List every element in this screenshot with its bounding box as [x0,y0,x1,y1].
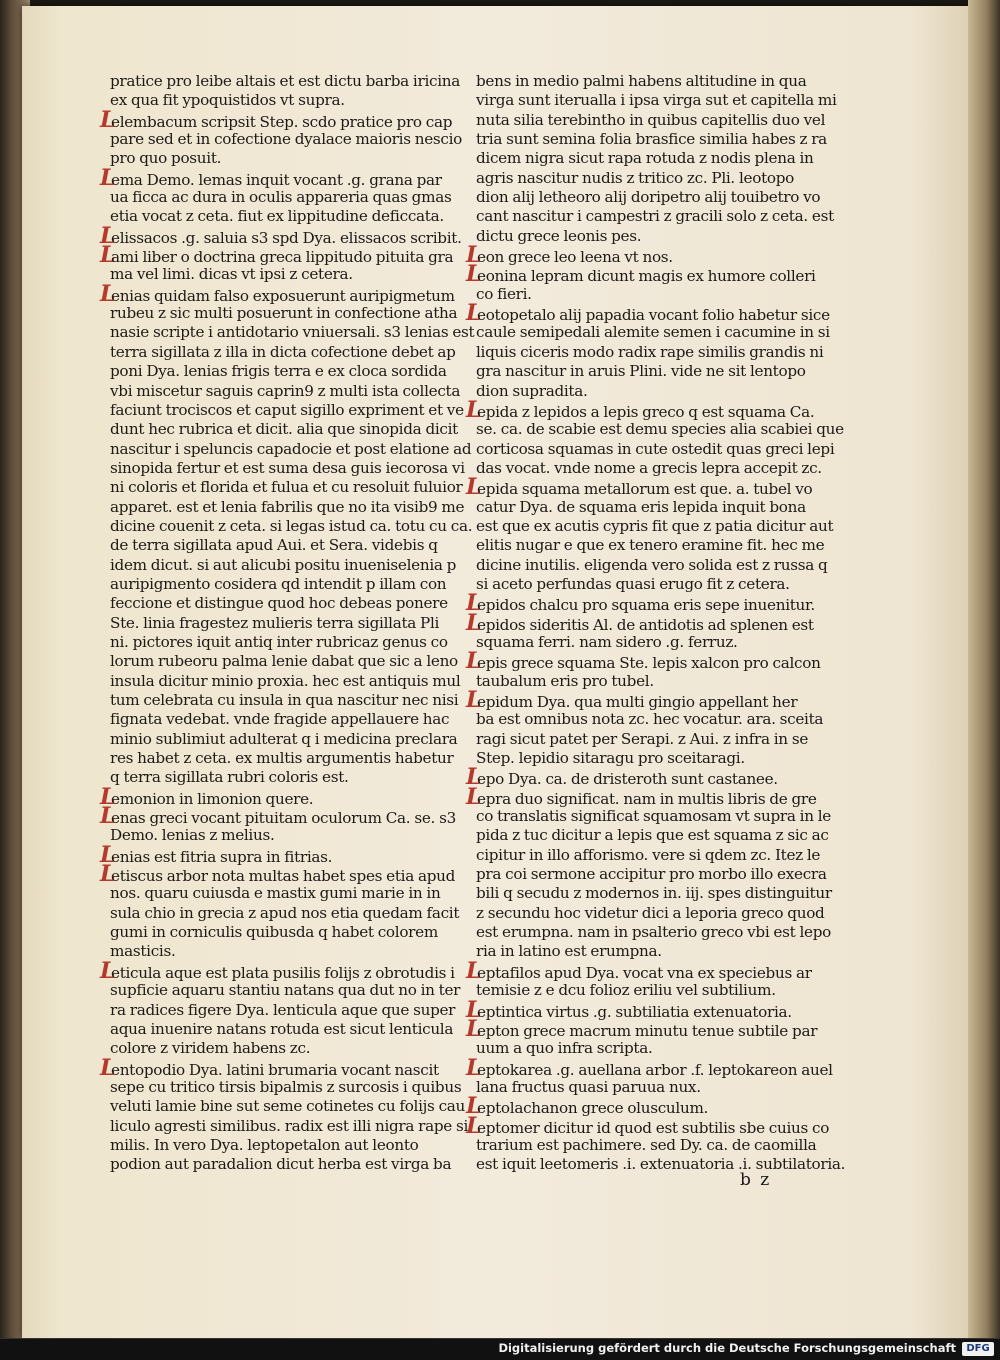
line-text: eptintica virtus .g. subtiliatia extenuatoria. [477,1002,792,1021]
text-line [110,884,472,903]
rubric-initial: L [466,396,482,423]
line-text: res habet z ceta. ex multis argumentis habetur [110,749,454,768]
text-line [476,672,838,691]
line-text: epidos sideritis Al. de antidotis ad splenen est [477,615,814,634]
line-text: agris nascitur nudis z tritico zc. Pli. leotopo [476,168,794,187]
text-line [110,478,472,497]
text-line [110,575,472,594]
line-text: bens in medio palmi habens altitudine in qua [476,72,807,90]
text-line [466,1112,838,1139]
text-line [476,149,838,168]
text-line [110,323,475,342]
text-line [476,807,838,826]
text-line [466,957,838,984]
text-line [476,923,838,942]
text-line [110,923,472,942]
text-line [466,242,838,269]
line-text: elissacos .g. saluia s3 spd Dya. elissacos scribit. [111,228,462,247]
line-text: idem dicut. si aut alicubi positu inueniselenia p [110,555,457,574]
text-line [466,590,838,617]
line-text: ua ficca ac dura in oculis appareria quas gmas [110,188,452,207]
text-line [476,440,838,459]
rubric-initial: L [466,242,482,269]
line-text: dunt hec rubrica et dicit. alia que sinopida dicit [110,420,458,439]
rubric-initial: L [100,280,116,307]
text-line [110,594,472,613]
text-line [476,227,838,246]
line-text: dicine couenit z ceta. si legas istud ca. totu cu ca. [110,516,473,535]
line-text: tum celebrata cu insula in qua nascitur nec nisi [110,691,459,709]
text-line [476,710,838,729]
text-line [100,106,472,133]
text-line [110,826,472,845]
right-text-column [466,72,846,1175]
line-text: epida z lepidos a lepis greco q est squama Ca. [477,402,815,421]
text-line [466,783,838,810]
line-text: corticosa squamas in cute ostedit quas greci lepi [476,439,835,458]
text-line [110,130,472,149]
line-text: z secundu hoc videtur dici a leporia greco quod [476,903,825,922]
line-text: catur Dya. de squama eris lepida inquit bona [476,497,806,516]
text-line [476,1155,846,1174]
text-line [110,188,472,207]
line-text: est erumpna. nam in psalterio greco vbi est lepo [476,923,831,942]
text-line [466,609,838,636]
line-text: lana fructus quasi paruua nux. [476,1077,701,1096]
text-line [476,382,838,401]
line-text: das vocat. vnde nome a grecis lepra accepit zc. [476,458,822,477]
text-line [476,749,838,768]
text-line [100,841,472,868]
line-text: epo Dya. ca. de dristeroth sunt castanee. [477,770,778,789]
text-line [110,382,472,401]
left-text-column [100,72,475,1175]
line-text: gra nascitur in aruis Plini. vide ne sit lentopo [476,362,806,381]
line-text: eonina lepram dicunt magis ex humore colleri [477,267,816,286]
footer-bar [0,1338,1000,1360]
line-text: nasie scripte i antidotario vniuersali. s3 lenias est [110,323,475,342]
line-text: ra radices figere Dya. lenticula aque que super [110,1000,456,1019]
text-line [110,1117,472,1136]
text-line [476,1039,838,1058]
text-line [466,1015,838,1042]
text-line [476,111,838,130]
line-text: cipitur in illo afforismo. vere si qdem zc. Itez le [476,845,821,864]
line-text: epida squama metallorum est que. a. tubel vo [477,480,813,499]
text-line [476,556,838,575]
text-line [100,1054,472,1081]
line-text: masticis. [110,942,176,961]
line-text: minio sublimiut adulterat q i medicina preclara [110,729,458,748]
line-text: Demo. lenias z melius. [110,826,275,845]
line-text: elembacum scripsit Step. scdo pratice pro cap [111,112,453,131]
line-text: dicine inutilis. eligenda vero solida est z russa q [476,555,828,574]
text-line [476,188,838,207]
text-line [100,242,472,269]
dfg-logo[interactable]: DFG [962,1342,994,1356]
line-text: eptomer dicitur id quod est subtilis sbe cuius co [477,1118,830,1137]
line-text: caule semipedali alemite semen i cacumine in si [476,323,830,342]
rubric-initial: L [100,106,116,133]
line-text: pare sed et in cofectione dyalace maioris nescio [110,130,462,149]
rubric-initial: L [466,687,482,713]
text-line [466,1054,838,1081]
line-text: sula chio in grecia z apud nos etia quedam facit [110,903,460,922]
rubric-initial: L [466,261,482,288]
text-line [110,517,472,536]
text-line [110,614,472,633]
text-line [110,1039,472,1058]
text-line [110,633,472,652]
rubric-initial: L [466,609,482,636]
text-line [110,749,472,768]
text-line [476,343,838,362]
rubric-initial: L [466,300,482,327]
line-text: emonion in limonion quere. [111,789,314,808]
line-text: auripigmento cosidera qd intendit p illam con [110,574,447,593]
text-line [466,687,838,713]
line-text: ema Demo. lemas inquit vocant .g. grana par [111,170,442,189]
line-text: etiscus arbor nota multas habet spes etia apud [111,867,456,886]
line-text: pro quo posuit. [110,149,222,168]
text-line [110,1097,472,1116]
rubric-initial: L [100,164,116,191]
line-text: entopodio Dya. latini brumaria vocant nascit [111,1060,439,1079]
line-text: aqua inuenire natans rotuda est sicut lenticula [110,1019,454,1038]
text-line [110,1078,472,1097]
line-text: ma vel limi. dicas vt ipsi z cetera. [110,265,353,284]
line-text: supficie aquaru stantiu natans qua dut no in ter [110,981,461,1000]
rubric-initial: L [100,222,116,249]
text-line [110,440,472,459]
text-line [466,261,838,288]
line-text: colore z viridem habens zc. [110,1039,311,1058]
text-line [100,783,472,810]
rubric-initial: L [100,861,116,888]
text-line [466,300,838,327]
text-line [110,207,472,226]
line-text: eptafilos apud Dya. vocat vna ex speciebus ar [477,963,812,982]
line-text: de terra sigillata apud Aui. et Sera. videbis q [110,536,438,555]
text-line [476,904,838,923]
text-line [110,672,472,691]
text-line [476,130,838,149]
funding-credit: Digitalisierung gefördert durch die Deutsche Forschungsgemeinschaft [498,1341,956,1355]
line-text: pratice pro leibe altais et est dictu barba iricina [110,72,461,90]
line-text: lorum rubeoru palma lenie dabat que sic a leno [110,652,458,671]
text-line [476,575,838,594]
text-line [110,362,472,381]
right-page-edges [968,0,1000,1340]
text-line [476,285,838,304]
line-text: dicem nigra sicut rapa rotuda z nodis plena in [476,149,814,168]
line-text: elitis nugar e que ex tenero eramine fit. hec me [476,536,825,555]
text-line [476,942,838,961]
line-text: epra duo significat. nam in multis libris de gre [477,789,817,808]
rubric-initial: L [466,957,482,984]
text-line [110,536,472,555]
book-page [22,6,970,1338]
text-line [100,957,472,984]
line-text: uum a quo infra scripta. [476,1039,653,1058]
line-text: squama ferri. nam sidero .g. ferruz. [476,632,738,651]
line-text: eptolachanon grece olusculum. [477,1099,709,1118]
line-text: feccione et distingue quod hoc debeas ponere [110,594,448,613]
line-text: nascitur i speluncis capadocie et post elatione ad [110,439,472,458]
text-line [110,304,472,323]
line-text: nuta silia terebintho in quibus capitellis duo vel [476,110,826,129]
line-text: cant nascitur i campestri z gracili solo z ceta. est [476,207,834,226]
line-text: epidum Dya. qua multi gingio appellant her [477,693,798,711]
text-line [110,904,472,923]
line-text: enas greci vocant pituitam oculorum Ca. se. s3 [111,809,456,828]
line-text: Step. lepidio sitaragu pro sceitaragi. [476,749,745,768]
text-line [110,981,472,1000]
text-line [110,1020,472,1039]
text-line [110,730,472,749]
line-text: epidos chalcu pro squama eris sepe inuenitur. [477,596,815,615]
text-line [110,1136,472,1155]
line-text: trarium est pachimere. sed Dy. ca. de caomilla [476,1135,817,1154]
text-line [476,362,838,381]
line-text: taubalum eris pro tubel. [476,671,654,690]
rubric-initial: L [100,783,116,810]
line-text: bili q secudu z modernos in. iij. spes distinguitur [476,884,832,903]
text-line [100,164,472,191]
rubric-initial: L [466,1093,482,1120]
line-text: eticula aque est plata pusilis folijs z obrotudis i [111,963,455,982]
line-text: liculo agresti similibus. radix est illi nigra rape si [110,1116,469,1135]
line-text: enias quidam falso exposuerunt auripigmetum [111,286,455,305]
line-text: q terra sigillata rubri coloris est. [110,768,349,787]
rubric-initial: L [100,803,116,830]
text-line [476,536,838,555]
line-text: ni. pictores iquit antiq inter rubricaz genus co [110,632,448,651]
rubric-initial: L [466,996,482,1023]
text-line [476,730,838,749]
text-line [476,1078,838,1097]
line-text: sinopida fertur et est suma desa guis iecorosa vi [110,458,465,477]
text-line [110,420,472,439]
line-text: etia vocat z ceta. fiut ex lippitudine deficcata. [110,207,444,226]
text-line [110,1155,472,1174]
line-text: se. ca. de scabie est demu species alia scabiei que [476,420,844,439]
line-text: podion aut paradalion dicut herba est virga ba [110,1155,452,1174]
line-text: est que ex acutis cypris fit que z patia dicitur aut [476,516,834,535]
text-line [110,265,472,284]
rubric-initial: L [100,242,116,269]
line-text: gumi in corniculis quibusda q habet colorem [110,923,438,942]
rubric-initial: L [466,590,482,617]
text-line [100,861,472,888]
text-line [110,691,472,710]
rubric-initial: L [466,1015,482,1042]
line-text: epis grece squama Ste. lepis xalcon pro calcon [477,654,821,673]
rubric-initial: L [466,648,482,675]
text-line [476,459,838,478]
signature-mark: b z [740,1170,772,1190]
text-line [110,72,472,91]
text-line [466,764,838,791]
line-text: eotopetalo alij papadia vocant folio habetur sice [477,306,830,325]
line-text: temisie z e dcu folioz eriliu vel subtilium. [476,981,776,1000]
rubric-initial: L [466,1054,482,1081]
line-text: ba est omnibus nota zc. hec vocatur. ara. sceita [476,710,824,729]
rubric-initial: L [100,841,116,868]
rubric-initial: L [100,957,116,984]
text-line [476,846,838,865]
line-text: est iquit leetomeris .i. extenuatoria .i. subtilatoria. [476,1155,846,1174]
text-line [110,942,472,961]
text-line [466,996,838,1023]
line-text: ragi sicut patet per Serapi. z Aui. z infra in se [476,729,809,748]
rubric-initial: L [466,474,482,501]
line-text: veluti lamie bine sut seme cotinetes cu folijs cau [110,1097,466,1116]
rubric-initial: L [466,764,482,791]
line-text: Ste. linia fragestez mulieris terra sigillata Pli [110,613,440,632]
text-line [476,884,838,903]
line-text: tria sunt semina folia brasfice similia habes z ra [476,130,827,149]
text-line [100,803,472,830]
text-line [110,710,472,729]
text-line [476,323,838,342]
text-line [466,474,838,501]
text-line [110,343,472,362]
text-line [466,396,838,423]
text-line [110,768,472,787]
text-line [110,1001,472,1020]
text-line [466,648,838,675]
text-line [476,91,838,110]
line-text: insula dicitur minio proxia. hec est antiquis mul [110,671,461,690]
text-line [476,169,838,188]
text-line [476,498,838,517]
text-line [100,222,472,249]
text-line [476,207,838,226]
text-line [476,826,838,845]
line-text: liquis ciceris modo radix rape similis grandis ni [476,342,824,361]
text-line [100,280,472,307]
line-text: rubeu z sic multi posuerunt in confectione atha [110,304,458,323]
line-text: virga sunt iterualla i ipsa virga sut et capitella mi [476,91,837,110]
line-text: sepe cu tritico tirsis bipalmis z surcosis i quibus [110,1077,462,1096]
text-line [476,865,838,884]
line-text: dion alij letheoro alij doripetro alij touibetro vo [476,188,821,207]
line-text: enias est fitria supra in fitrias. [111,847,333,866]
line-text: dictu grece leonis pes. [476,226,642,245]
line-text: co fieri. [476,284,532,303]
line-text: milis. In vero Dya. leptopetalon aut leonto [110,1135,419,1154]
rubric-initial: L [466,783,482,810]
line-text: pra coi sermone accipitur pro morbo illo execra [476,865,827,884]
line-text: fignata vedebat. vnde fragide appellauere hac [110,710,450,729]
line-text: poni Dya. lenias frigis terra e ex cloca sordida [110,362,447,381]
text-line [476,517,838,536]
line-text: ami liber o doctrina greca lippitudo pituita gra [111,248,454,267]
text-line [476,72,838,91]
line-text: nos. quaru cuiusda e mastix gumi marie in in [110,884,441,903]
text-line [476,1136,838,1155]
text-line [110,401,472,420]
text-line [110,91,472,110]
text-line [110,652,472,671]
line-text: vbi miscetur saguis caprin9 z multi ista collecta [110,381,461,400]
text-line [476,633,838,652]
line-text: ria in latino est erumpna. [476,942,662,961]
text-line [476,420,844,439]
line-text: si aceto perfundas quasi erugo fit z cetera. [476,574,790,593]
line-text: ex qua fit ypoquistidos vt supra. [110,91,345,110]
text-line [466,1093,838,1120]
text-line [110,498,472,517]
line-text: terra sigillata z illa in dicta cofectione debet ap [110,342,456,361]
rubric-initial: L [100,1054,116,1081]
line-text: pida z tuc dicitur a lepis que est squama z sic ac [476,826,829,845]
text-line [110,149,472,168]
line-text: faciunt trociscos et caput sigillo expriment et ve [110,400,464,419]
line-text: co translatis significat squamosam vt supra in le [476,807,831,826]
text-line [110,556,472,575]
text-line [110,459,472,478]
line-text: dion supradita. [476,381,588,400]
line-text: ni coloris et florida et fulua et cu resoluit fuluior [110,478,463,497]
line-text: apparet. est et lenia fabrilis que no ita visib9 me [110,497,465,516]
line-text: epton grece macrum minutu tenue subtile par [477,1021,818,1040]
line-text: eptokarea .g. auellana arbor .f. leptokareon auel [477,1060,833,1079]
rubric-initial: L [466,1112,482,1139]
text-line [476,981,838,1000]
line-text: eon grece leo leena vt nos. [477,248,673,267]
